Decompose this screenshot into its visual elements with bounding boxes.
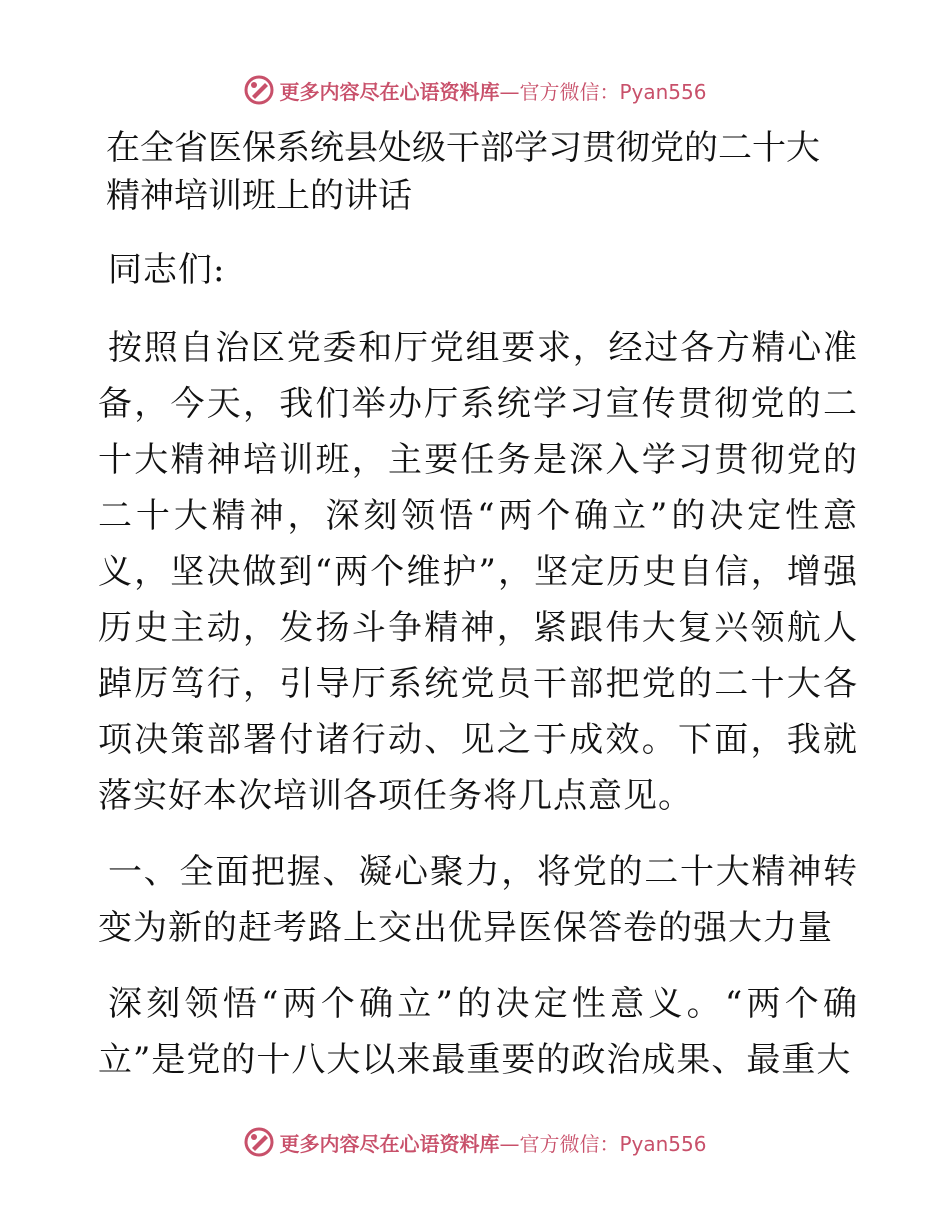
watermark-main-text: 更多内容尽在心语资料库 bbox=[279, 1131, 500, 1156]
document-title bbox=[98, 124, 858, 220]
watermark-header bbox=[0, 70, 950, 110]
logo-icon bbox=[243, 1126, 275, 1158]
watermark-footer bbox=[0, 1122, 950, 1162]
title-line-1: 在全省医保系统县处级干部学习贯彻党的二十大 bbox=[106, 128, 820, 168]
greeting: 同志们: bbox=[108, 250, 226, 290]
watermark-sub-text: —官方微信：Pyan556 bbox=[499, 79, 707, 104]
document-body bbox=[98, 124, 858, 1108]
paragraph-2: 深刻领悟“两个确立”的决定性意义。“两个确立”是党的十八大以来最重要的政治成果、最重大 bbox=[98, 984, 858, 1080]
watermark-sub-text: —官方微信：Pyan556 bbox=[499, 1131, 707, 1156]
section-heading-1: 一、全面把握、凝心聚力，将党的二十大精神转变为新的赶考路上交出优异医保答卷的强大力量 bbox=[98, 852, 858, 948]
paragraph-1: 按照自治区党委和厅党组要求，经过各方精心准备，今天，我们举办厅系统学习宣传贯彻党的二十大精神培训班，主要任务是深入学习贯彻党的二十大精神，深刻领悟“两个确立”的决定性意义，坚决做到“两个维护”，坚定历史自信，增强历史主动，发扬斗争精神，紧跟伟大复兴领航人踔厉笃行，引导厅系统党员干部把党的二十大各项决策部署付诸行动、见之于成效。下面，我就落实好本次培训各项任务将几点意见。 bbox=[98, 328, 858, 816]
watermark-main-text: 更多内容尽在心语资料库 bbox=[279, 79, 500, 104]
logo-icon bbox=[243, 74, 275, 106]
title-line-2: 精神培训班上的讲话 bbox=[106, 176, 412, 216]
